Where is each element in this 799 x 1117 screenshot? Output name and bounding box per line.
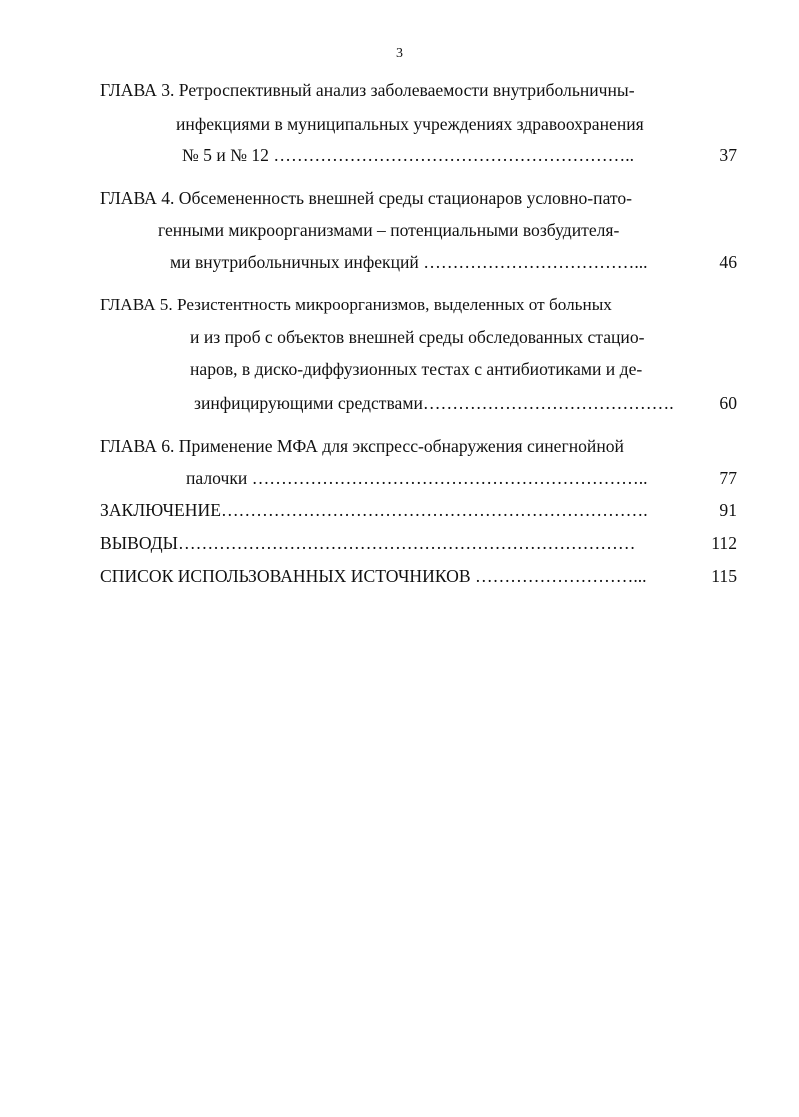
- toc-ch5-line2: и из проб с объектов внешней среды обследованных стацио-: [190, 327, 645, 347]
- toc-references-page: 115: [711, 566, 737, 586]
- toc-ch4-line2: генными микроорганизмами – потенциальными возбудителя-: [158, 220, 620, 240]
- toc-findings-label: ВЫВОДЫ……………………………………………………………………: [100, 533, 636, 553]
- toc-ch5-page: 60: [719, 393, 737, 413]
- toc-ch6-page: 77: [719, 468, 737, 488]
- toc-ch3-line2: инфекциями в муниципальных учреждениях здравоохранения: [176, 114, 644, 134]
- toc-references-label: СПИСОК ИСПОЛЬЗОВАННЫХ ИСТОЧНИКОВ ………………………...: [100, 566, 647, 586]
- toc-ch5-line1: ГЛАВА 5. Резистентность микроорганизмов, выделенных от больных: [100, 295, 612, 314]
- toc-ch6-line1: ГЛАВА 6. Применение МФА для экспресс-обнаружения синегнойной: [100, 436, 624, 456]
- page-number: 3: [396, 46, 403, 61]
- toc-ch5-line4: зинфицирующими средствами…………………………………….: [194, 393, 674, 413]
- toc-ch3-line1: ГЛАВА 3. Ретроспективный анализ заболеваемости внутрибольничны-: [100, 80, 635, 100]
- toc-ch3-line3: № 5 и № 12 ……………………………………………………..: [182, 145, 635, 165]
- toc-conclusion-page: 91: [719, 500, 737, 520]
- toc-ch5-line3: наров, в диско-диффузионных тестах с антибиотиками и де-: [190, 359, 643, 379]
- toc-ch6-line2: палочки …………………………………………………………..: [186, 468, 648, 488]
- toc-findings-page: 112: [711, 533, 737, 553]
- toc-ch4-page: 46: [719, 252, 737, 272]
- toc-conclusion-label: ЗАКЛЮЧЕНИЕ……………………………………………………………….: [100, 500, 648, 520]
- toc-ch3-page: 37: [719, 145, 737, 165]
- toc-ch4-line1: ГЛАВА 4. Обсемененность внешней среды стационаров условно-пато-: [100, 188, 633, 208]
- toc-ch4-line3: ми внутрибольничных инфекций ………………………………...: [170, 252, 648, 272]
